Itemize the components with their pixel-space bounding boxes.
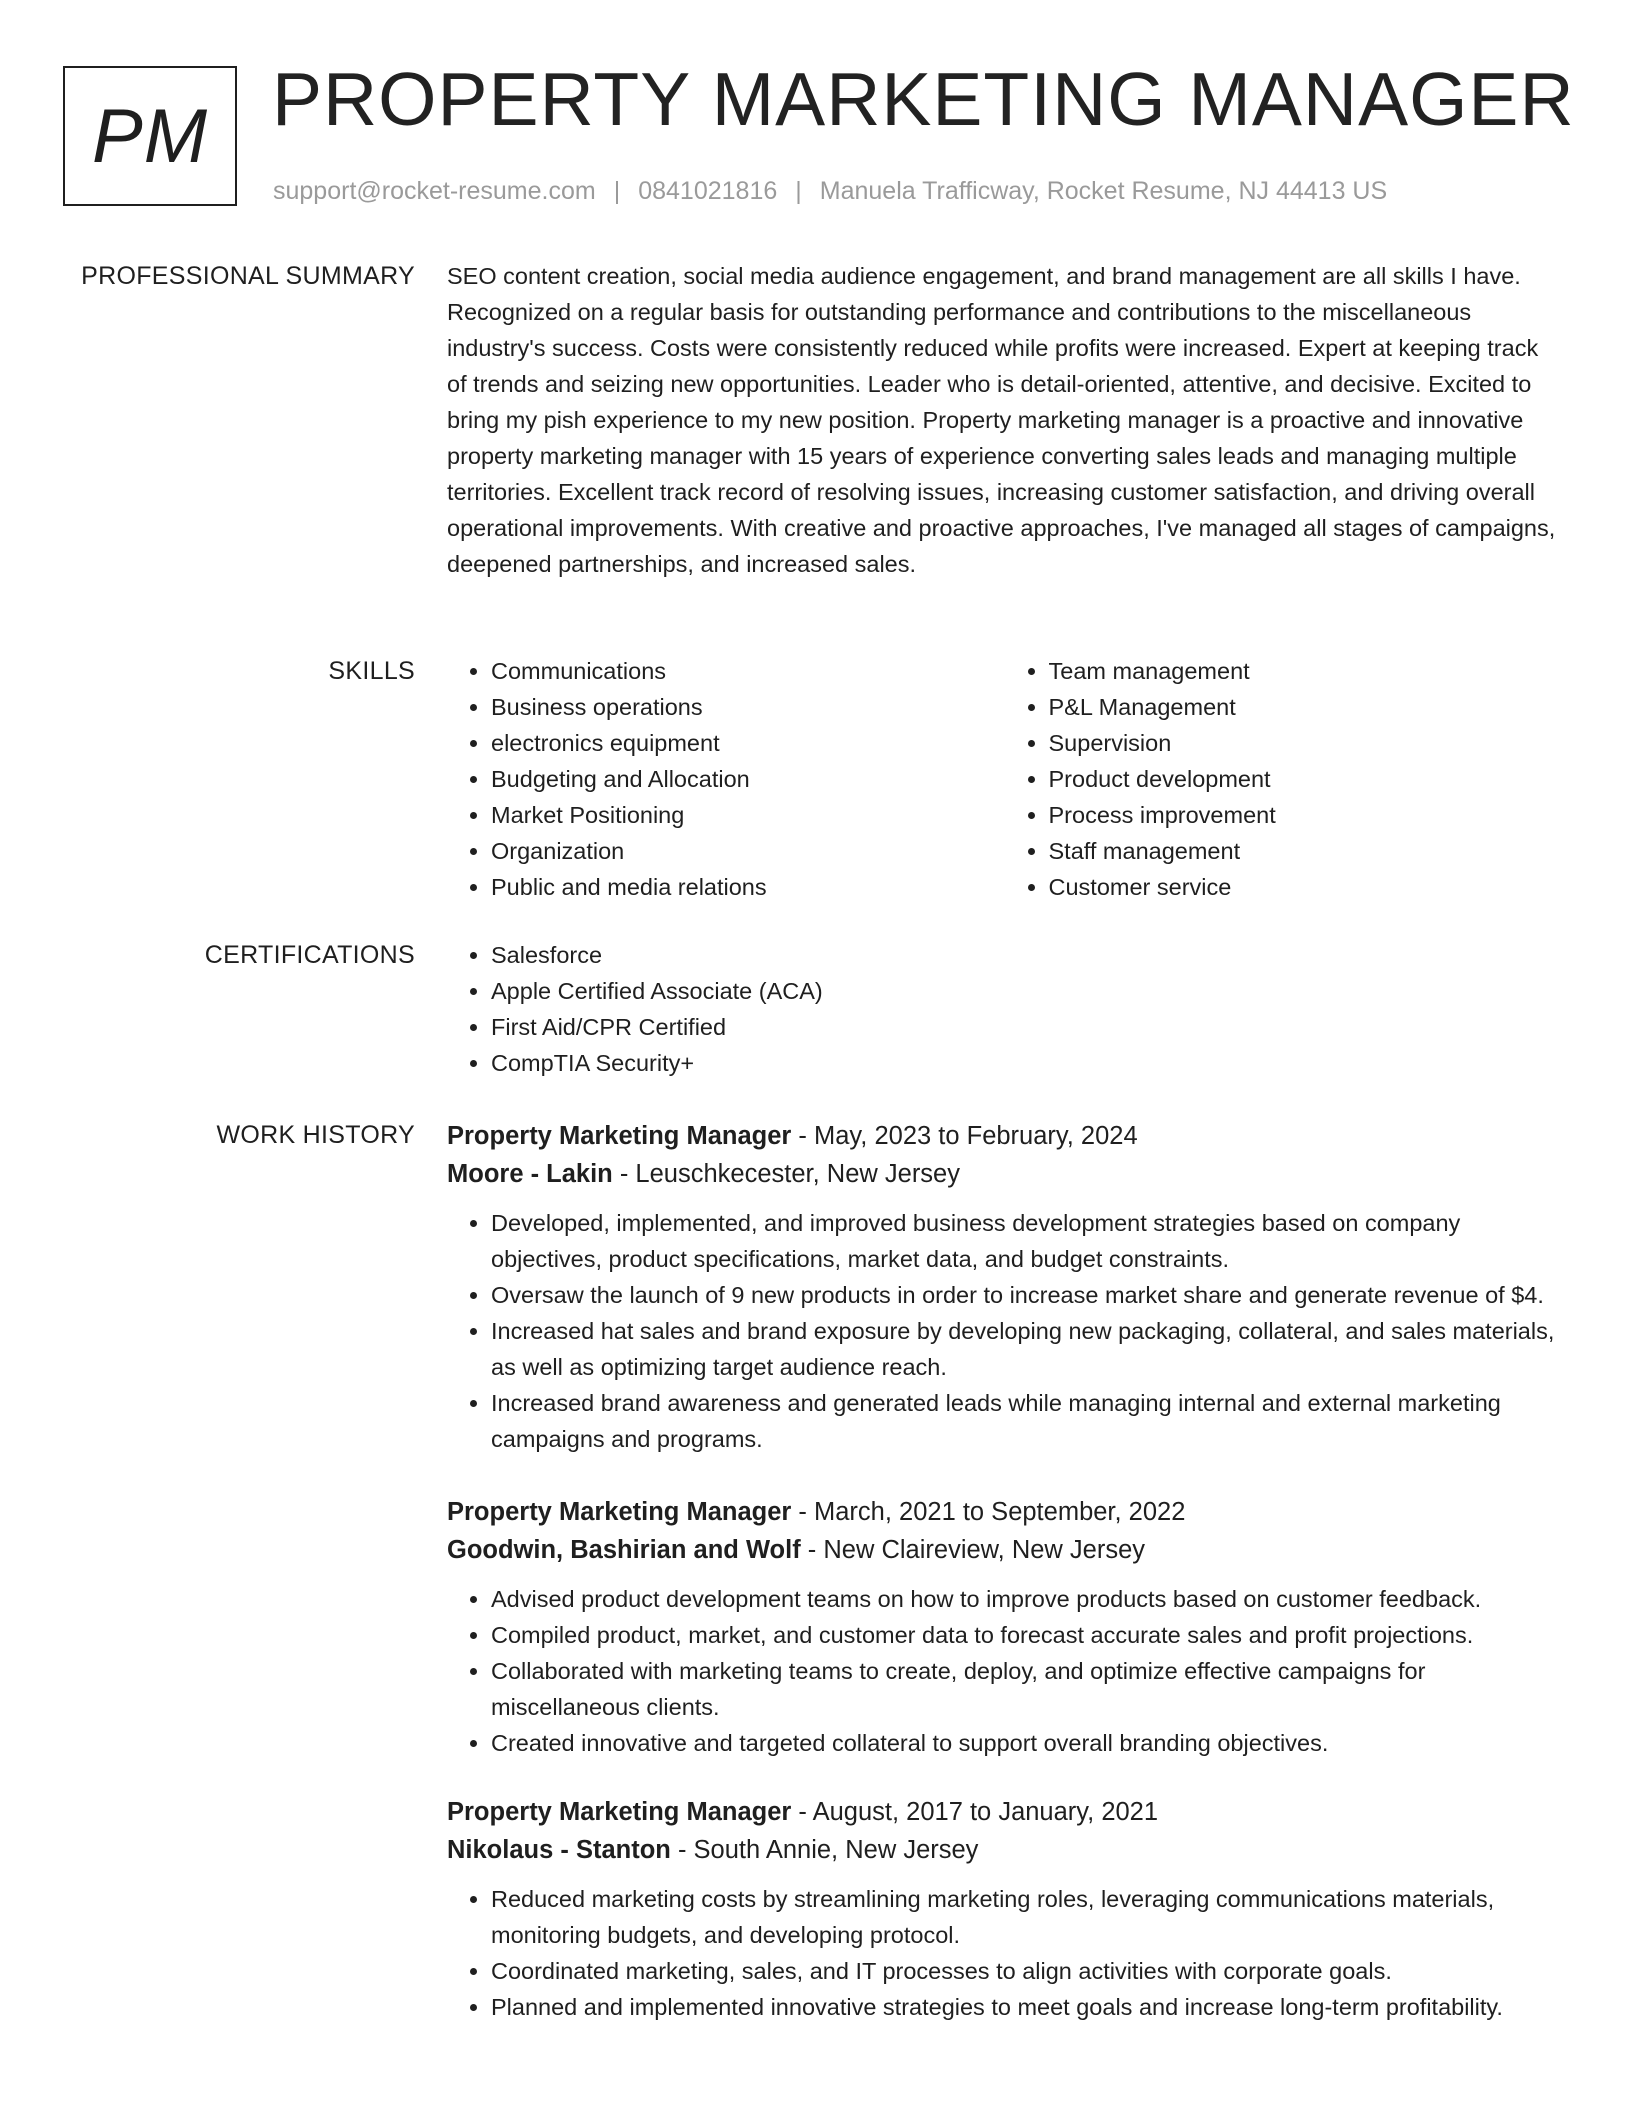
job-company: Nikolaus - Stanton: [447, 1836, 671, 1864]
skills-heading: SKILLS: [328, 657, 415, 685]
monogram-logo: PM: [63, 66, 237, 206]
skill-item: • Customer service: [1049, 869, 1563, 905]
job-bullet: • Oversaw the launch of 9 new products in order to increase market share and generate revenue of $4.: [491, 1277, 1562, 1313]
job-bullet: • Created innovative and targeted collateral to support overall branding objectives.: [491, 1725, 1562, 1761]
job-location: - New Claireview, New Jersey: [800, 1536, 1146, 1564]
job-bullets: [447, 1881, 1562, 2025]
job-title-line: [447, 1117, 1562, 1155]
job-company: Goodwin, Bashirian and Wolf: [447, 1536, 801, 1564]
skill-item: • Organization: [491, 833, 1005, 869]
skills-body: [447, 653, 1562, 905]
contact-phone: 0841021816: [638, 177, 778, 205]
certification-item: • First Aid/CPR Certified: [491, 1009, 1562, 1045]
certifications-body: [447, 937, 1562, 1081]
job-dates: - March, 2021 to September, 2022: [791, 1498, 1186, 1526]
job-title: Property Marketing Manager: [447, 1498, 792, 1526]
certification-item: • CompTIA Security+: [491, 1045, 1562, 1081]
job-title-line: [447, 1793, 1562, 1831]
contact-separator: |: [613, 177, 621, 205]
job-bullet: • Compiled product, market, and customer data to forecast accurate sales and profit projections.: [491, 1617, 1562, 1653]
skill-item: • Public and media relations: [491, 869, 1005, 905]
job-title: Property Marketing Manager: [447, 1798, 792, 1826]
work-history-body: [447, 1117, 1562, 2041]
job-dates: - August, 2017 to January, 2021: [791, 1798, 1159, 1826]
job-company: Moore - Lakin: [447, 1160, 613, 1188]
job-title: Property Marketing Manager: [447, 1122, 792, 1150]
skill-item: • Supervision: [1049, 725, 1563, 761]
certification-item: • Apple Certified Associate (ACA): [491, 973, 1562, 1009]
skill-item: • Market Positioning: [491, 797, 1005, 833]
work-history-heading: WORK HISTORY: [216, 1121, 415, 1149]
certifications-heading: CERTIFICATIONS: [204, 941, 415, 969]
job-entry: [447, 1493, 1562, 1761]
skills-list-right: [1005, 653, 1563, 905]
job-bullet: • Increased hat sales and brand exposure by developing new packaging, collateral, and sales materials, as well as optimizing target audience reach.: [491, 1313, 1562, 1385]
job-bullet: • Coordinated marketing, sales, and IT processes to align activities with corporate goals.: [491, 1953, 1562, 1989]
contact-line: [273, 174, 1387, 208]
certifications-list: [447, 937, 1562, 1081]
skill-item: • Budgeting and Allocation: [491, 761, 1005, 797]
contact-email: support@rocket-resume.com: [273, 177, 596, 205]
job-bullet: • Planned and implemented innovative strategies to meet goals and increase long-term profitability.: [491, 1989, 1562, 2025]
resume-title: PROPERTY MARKETING MANAGER: [272, 57, 1575, 141]
job-bullet: • Increased brand awareness and generated leads while managing internal and external marketing campaigns and programs.: [491, 1385, 1562, 1457]
skill-item: • Team management: [1049, 653, 1563, 689]
job-company-line: [447, 1155, 1562, 1193]
contact-address: Manuela Trafficway, Rocket Resume, NJ 44413 US: [819, 177, 1388, 205]
summary-heading: PROFESSIONAL SUMMARY: [81, 262, 415, 290]
skill-item: • Communications: [491, 653, 1005, 689]
job-company-line: [447, 1531, 1562, 1569]
job-bullets: [447, 1581, 1562, 1761]
job-bullet: • Collaborated with marketing teams to create, deploy, and optimize effective campaigns for miscellaneous clients.: [491, 1653, 1562, 1725]
job-bullet: • Advised product development teams on how to improve products based on customer feedback.: [491, 1581, 1562, 1617]
summary-text: SEO content creation, social media audience engagement, and brand management are all skills I have. Recognized on a regular basis for outstanding performance and contributions to the miscellaneous industry's success. Costs were consistently reduced while profits were increased. Expert at keeping track of trends and seizing new opportunities. Leader who is detail-oriented, attentive, and decisive. Excited to bring my pish experience to my new position. Property marketing manager is a proactive and innovative property marketing manager with 15 years of experience converting sales leads and managing multiple territories. Excellent track record of resolving issues, increasing customer satisfaction, and driving overall operational improvements. With creative and proactive approaches, I've managed all stages of campaigns, deepened partnerships, and increased sales.: [447, 263, 1556, 577]
contact-separator: |: [795, 177, 802, 205]
job-company-line: [447, 1831, 1562, 1869]
job-location: - Leuschkecester, New Jersey: [612, 1160, 960, 1188]
skill-item: • Business operations: [491, 689, 1005, 725]
job-title-line: [447, 1493, 1562, 1531]
job-entry: [447, 1117, 1562, 1457]
skills-list-left: [447, 653, 1005, 905]
certification-item: • Salesforce: [491, 937, 1562, 973]
skill-item: • Staff management: [1049, 833, 1563, 869]
job-entry: [447, 1793, 1562, 2025]
skill-item: • electronics equipment: [491, 725, 1005, 761]
skill-item: • Process improvement: [1049, 797, 1563, 833]
summary-body: [447, 258, 1562, 582]
skill-item: • Product development: [1049, 761, 1563, 797]
skill-item: • P&L Management: [1049, 689, 1563, 725]
job-bullets: [447, 1205, 1562, 1457]
job-bullet: • Reduced marketing costs by streamlining marketing roles, leveraging communications materials, monitoring budgets, and developing protocol.: [491, 1881, 1562, 1953]
job-bullet: • Developed, implemented, and improved business development strategies based on company objectives, product specifications, market data, and budget constraints.: [491, 1205, 1562, 1277]
job-dates: - May, 2023 to February, 2024: [791, 1122, 1138, 1150]
job-location: - South Annie, New Jersey: [670, 1836, 979, 1864]
